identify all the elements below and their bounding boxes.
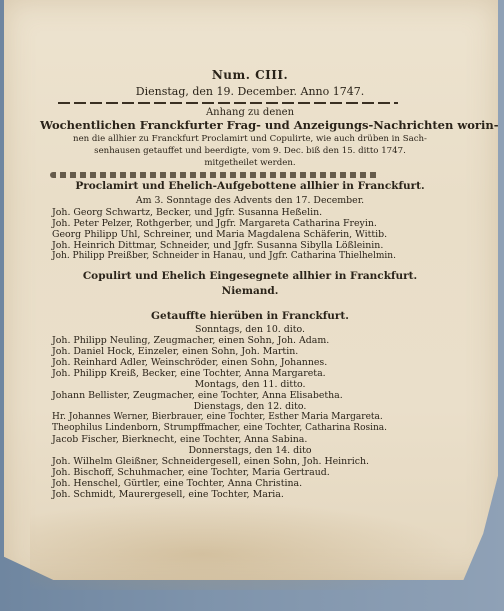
header-rule	[58, 102, 398, 104]
day-heading: Dienstags, den 12. dito.	[193, 401, 307, 412]
day-heading: Donnerstags, den 14. dito	[188, 445, 312, 456]
baptism-entry: Joh. Daniel Hock, Einzeler, einen Sohn, Joh. Martin.	[52, 346, 299, 357]
baptism-entry: Jacob Fischer, Bierknecht, eine Tochter, Anna Sabina.	[52, 434, 308, 445]
intro-line-1: Anhang zu denen	[205, 107, 295, 118]
proclamirt-entry: Joh. Heinrich Dittmar, Schneider, und Jgfr. Susanna Sibylla Lößleinin.	[52, 240, 384, 251]
baptism-entry: Joh. Schmidt, Maurergesell, eine Tochter, Maria.	[52, 489, 284, 500]
section-title-getauffte: Getauffte hierüben in Franckfurt.	[151, 310, 349, 322]
intro-line-3: nen die allhier zu Franckfurt Proclamirt und Copulirte, wie auch drüben in Sach-	[73, 134, 427, 144]
baptism-entry: Hr. Johannes Werner, Bierbrauer, eine Tochter, Esther Maria Margareta.	[52, 412, 383, 422]
ornament-divider	[50, 172, 380, 178]
baptism-entry: Theophilus Lindenborn, Strumpffmacher, eine Tochter, Catharina Rosina.	[52, 423, 388, 433]
baptism-entry: Johann Bellister, Zeugmacher, eine Tochter, Anna Elisabetha.	[52, 390, 343, 401]
baptism-entry: Joh. Philipp Neuling, Zeugmacher, einen Sohn, Joh. Adam.	[52, 335, 330, 346]
issue-date: Dienstag, den 19. December. Anno 1747.	[135, 85, 365, 98]
intro-line-4: senhausen getauffet und beerdigte, vom 9. Dec. biß den 15. ditto 1747.	[94, 146, 406, 156]
section-title-proclamirt: Proclamirt und Ehelich-Aufgebottene allhier in Franckfurt.	[75, 180, 425, 192]
day-heading: Sonntags, den 10. dito.	[195, 324, 305, 335]
issue-number: Num. CIII.	[211, 68, 289, 82]
copulirt-value: Niemand.	[221, 285, 279, 297]
proclamirt-entry: Georg Philipp Uhl, Schreiner, und Maria Magdalena Schäferin, Wittib.	[52, 229, 388, 240]
baptism-entry: Joh. Wilhelm Gleißner, Schneidergesell, einen Sohn, Joh. Heinrich.	[52, 456, 369, 467]
intro-line-2: Wochentlichen Franckfurter Frag- und Anzeigungs-Nachrichten worin-	[40, 118, 499, 132]
baptism-entry: Joh. Reinhard Adler, Weinschröder, einen Sohn, Johannes.	[52, 357, 328, 368]
intro-line-5: mitgetheilet werden.	[204, 158, 296, 168]
section-title-copulirt: Copulirt und Ehelich Eingesegnete allhier in Franckfurt.	[82, 270, 418, 282]
baptism-entry: Joh. Henschel, Gürtler, eine Tochter, Anna Christina.	[52, 478, 303, 489]
baptism-entry: Joh. Philipp Kreiß, Becker, eine Tochter, Anna Margareta.	[52, 368, 326, 379]
section-sub-proclamirt: Am 3. Sonntage des Advents den 17. December.	[135, 195, 365, 206]
proclamirt-entry: Joh. Peter Pelzer, Rothgerber, und Jgfr. Margareta Catharina Freyin.	[52, 218, 377, 229]
baptism-entry: Joh. Bischoff, Schuhmacher, eine Tochter, Maria Gertraud.	[52, 467, 330, 478]
proclamirt-entry: Joh. Georg Schwartz, Becker, und Jgfr. Susanna Heßelin.	[52, 207, 323, 218]
proclamirt-entry: Joh. Philipp Preißber, Schneider in Hanau, und Jgfr. Catharina Thielhelmin.	[52, 251, 396, 261]
day-heading: Montags, den 11. ditto.	[194, 379, 306, 390]
